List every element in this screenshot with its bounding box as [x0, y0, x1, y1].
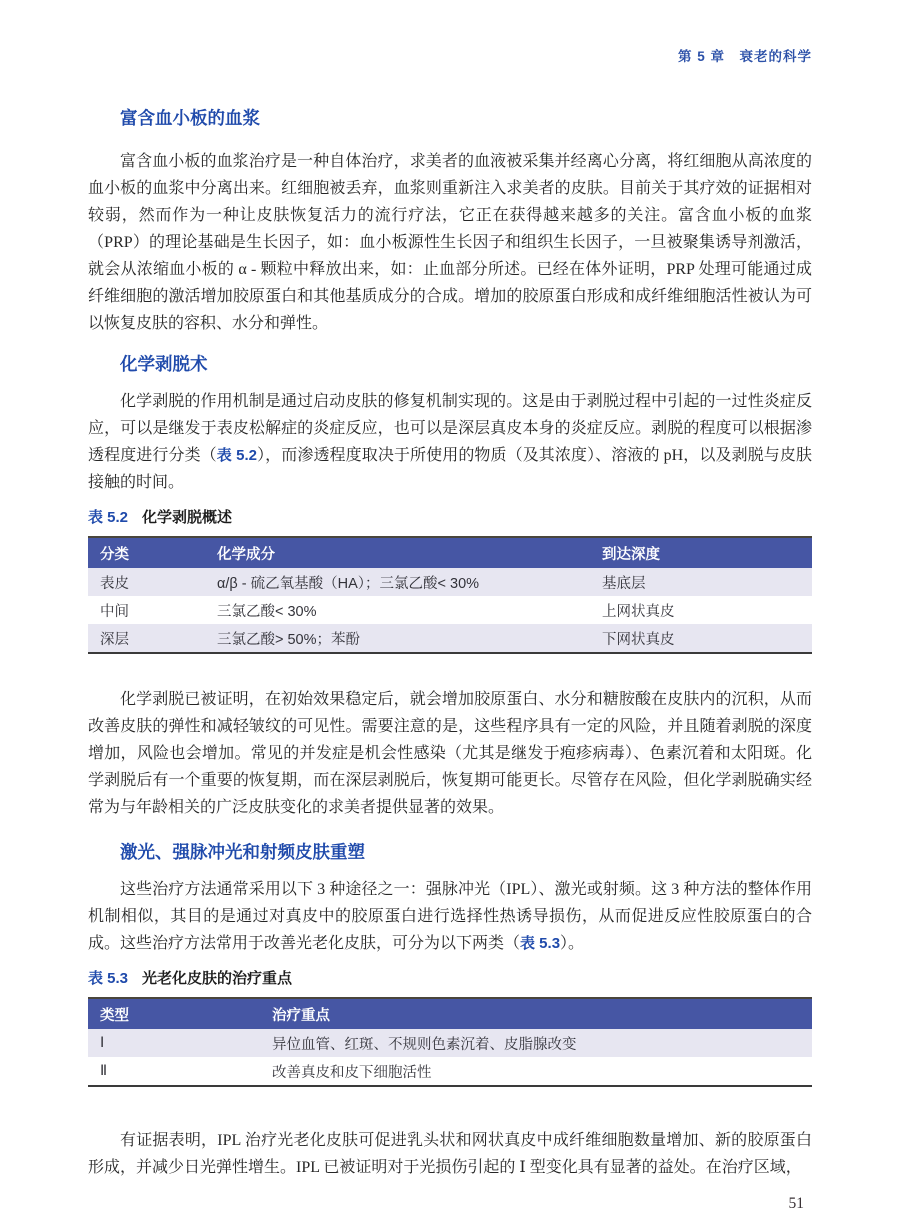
paragraph-chemical-peel: [88, 388, 812, 496]
page-number: 51: [788, 1195, 804, 1212]
table-5-3-caption: [88, 967, 812, 988]
table-5-2-reference: 表 5.2: [216, 447, 257, 464]
paragraph-chemical-peel-continued: 化学剥脱已被证明，在初始效果稳定后，就会增加胶原蛋白、水分和糖胺酸在皮肤内的沉积，从而改善皮肤的弹性和减轻皱纹的可见性。需要注意的是，这些程序具有一定的风险，并且随着剥脱的深度增加，风险也会增加。常见的并发症是机会性感染（尤其是继发于疱疹病毒）、色素沉着和太阳斑。化学剥脱后有一个重要的恢复期，而在深层剥脱后，恢复期可能更长。尽管存在风险，但化学剥脱确实经常为与年龄相关的广泛皮肤变化的求美者提供显著的效果。: [88, 691, 812, 816]
table-5-2-header-category: 分类: [88, 537, 205, 568]
paragraph-chemical-peel-text-1: 化学剥脱的作用机制是通过启动皮肤的修复机制实现的。这是由于剥脱过程中引起的一过性炎症反应，可以是继发于表皮松解症的炎症反应，也可以是深层真皮本身的炎症反应。剥脱的程度可以根据渗透程度进行分类（: [88, 393, 812, 464]
table-cell: 改善真皮和皮下细胞活性: [272, 1064, 432, 1081]
paragraph-laser-ipl-rf: [88, 876, 812, 957]
table-5-2: [88, 536, 812, 654]
table-cell: Ⅱ: [100, 1063, 108, 1079]
table-5-2-caption-label: 表 5.2: [88, 509, 129, 526]
section-heading-prp: 富含血小板的血浆: [120, 108, 260, 128]
table-cell: 三氯乙酸< 30%: [217, 603, 317, 620]
table-cell: 下网状真皮: [602, 631, 675, 648]
section-heading-laser-ipl-rf: 激光、强脉冲光和射频皮肤重塑: [120, 842, 365, 862]
running-header: 第 5 章 衰老的科学: [677, 49, 812, 64]
table-5-2-header-chemical: 化学成分: [205, 537, 590, 568]
table-cell: Ⅰ: [100, 1035, 105, 1051]
table-cell: 异位血管、红斑、不规则色素沉着、皮脂腺改变: [272, 1036, 577, 1053]
table-row: [88, 568, 812, 596]
table-5-2-caption-title: 化学剥脱概述: [142, 509, 233, 526]
table-cell: 基底层: [602, 575, 646, 592]
table-cell: α/β - 硫乙氧基酸（HA）；三氯乙酸< 30%: [217, 575, 480, 592]
table-5-2-header-row: [88, 537, 812, 568]
table-5-3-header-type: 类型: [88, 998, 260, 1029]
table-row: [88, 1029, 812, 1057]
table-cell: 表皮: [100, 575, 129, 592]
table-5-3-header-focus: 治疗重点: [260, 998, 812, 1029]
table-cell: 深层: [100, 631, 129, 648]
table-5-3-reference: 表 5.3: [520, 935, 561, 952]
table-5-3-caption-title: 光老化皮肤的治疗重点: [142, 970, 293, 987]
paragraph-chemical-peel-text-2: ），而渗透程度取决于所使用的物质（及其浓度）、溶液的 pH，以及剥脱与皮肤接触的时间。: [88, 447, 812, 491]
table-cell: 三氯乙酸> 50%；苯酚: [217, 631, 361, 648]
table-5-2-header-depth: 到达深度: [590, 537, 812, 568]
paragraph-laser-text-2: ）。: [560, 935, 585, 952]
paragraph-ipl-evidence: 有证据表明，IPL 治疗光老化皮肤可促进乳头状和网状真皮中成纤维细胞数量增加、新的胶原蛋白形成，并减少日光弹性增生。IPL 已被证明对于光损伤引起的 Ⅰ 型变化具有显著的益处。在治疗区域，: [88, 1132, 812, 1176]
table-row: [88, 1057, 812, 1086]
table-cell: 中间: [100, 603, 129, 620]
table-5-3: [88, 997, 812, 1087]
table-5-3-header-row: [88, 998, 812, 1029]
table-cell: 上网状真皮: [602, 603, 675, 620]
table-5-2-caption: [88, 506, 812, 527]
paragraph-prp: 富含血小板的血浆治疗是一种自体治疗，求美者的血液被采集并经离心分离，将红细胞从高浓度的血小板的血浆中分离出来。红细胞被丢弃，血浆则重新注入求美者的皮肤。目前关于其疗效的证据相对较弱，然而作为一种让皮肤恢复活力的流行疗法，它正在获得越来越多的关注。富含血小板的血浆（PRP）的理论基础是生长因子，如：血小板源性生长因子和组织生长因子，一旦被聚集诱导剂激活，就会从浓缩血小板的 α - 颗粒中释放出来，如：止血部分所述。已经在体外证明，PRP 处理可能通过成纤维细胞的激活增加胶原蛋白和其他基质成分的合成。增加的胶原蛋白形成和成纤维细胞活性被认为可以恢复皮肤的容积、水分和弹性。: [88, 153, 812, 332]
section-heading-chemical-peel: 化学剥脱术: [120, 354, 208, 374]
table-5-3-caption-label: 表 5.3: [88, 970, 129, 987]
table-row: [88, 596, 812, 624]
paragraph-laser-text-1: 这些治疗方法通常采用以下 3 种途径之一：强脉冲光（IPL）、激光或射频。这 3 种方法的整体作用机制相似，其目的是通过对真皮中的胶原蛋白进行选择性热诱导损伤，从而促进反应性胶原蛋白的合成。这些治疗方法常用于改善光老化皮肤，可分为以下两类（: [88, 881, 812, 952]
table-row: [88, 624, 812, 653]
